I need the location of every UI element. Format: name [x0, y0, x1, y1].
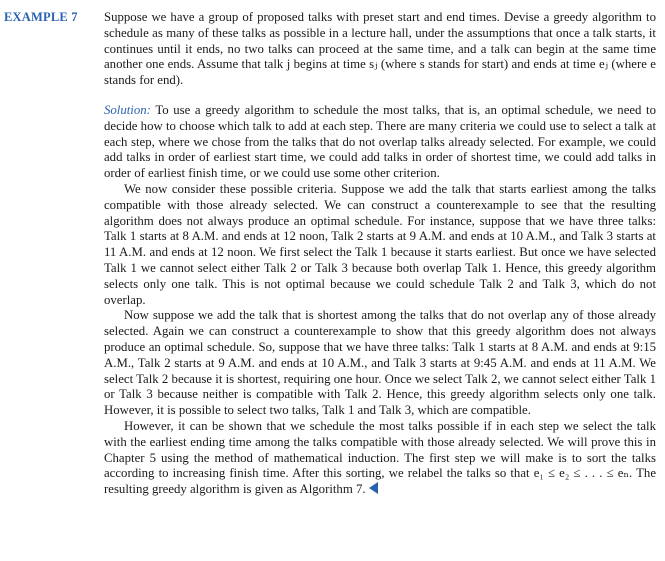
- solution-paragraph-3: Now suppose we add the talk that is shortest among the talks that do not overlap any of those already selected. Again we can construct a counterexample to show that this greedy algorithm does not always produce an optimal schedule. So, suppose that we have three talks: Talk 1 starts at 8 A.M. and ends at 9:15 A.M., Talk 2 starts at 9 A.M. and ends at 10 A.M., and Talk 3 starts at 9:45 A.M. and ends at 11 A.M. We select Talk 2 because it is shortest, requiring one hour. Once we select Talk 2, we cannot select either Talk 1 or Talk 3 because neither is compatible with Talk 2. Hence, this greedy algorithm selects only one talk. However, it is possible to select two talks, Talk 1 and Talk 3, which are compatible.: [104, 308, 656, 418]
- solution-text-4: However, it can be shown that we schedule the most talks possible if in each step we select the talk with the earliest ending time among the talks compatible with those already selected. We will prove this in Chapter 5 using the method of mathematical induction. The first step we will make is to sort the talks according to increasing finish time. After this sorting, we relabel the talks so that e₁ ≤ e₂ ≤ . . . ≤ eₙ. The resulting greedy algorithm is given as Algorithm 7.: [104, 418, 656, 497]
- solution-text-1: To use a greedy algorithm to schedule the most talks, that is, an optimal schedule, we need to decide how to choose which talk to add at each step. There are many criteria we could use to select a talk at each step, where we chose from the talks that do not overlap talks already selected. For example, we could add talks in order of earliest start time, we could add talks in order of shortest time, we could add talks in order of earliest finish time, or we could use some other criterion.: [104, 102, 657, 181]
- problem-statement: Suppose we have a group of proposed talks with preset start and end times. Devise a greedy algorithm to schedule as many of these talks as possible in a lecture hall, under the assumptions that once a talk starts, it continues until it ends, no two talks can proceed at the same time, and a talk can begin at the same time another one ends. Assume that talk j begins at time sⱼ (where s stands for start) and ends at time eⱼ (where e stands for end).: [104, 10, 656, 88]
- example-body: [104, 10, 656, 498]
- solution-paragraph-1: [104, 103, 656, 182]
- solution-paragraph-4: [104, 419, 656, 498]
- solution-paragraph-2: We now consider these possible criteria. Suppose we add the talk that starts earliest among the talks compatible with those already selected. We can construct a counterexample to see that the resulting algorithm does not always produce an optimal schedule. For instance, suppose that we have three talks: Talk 1 starts at 8 A.M. and ends at 12 noon, Talk 2 starts at 9 A.M. and ends at 10 A.M., and Talk 3 starts at 11 A.M. and ends at 12 noon. We first select the Talk 1 because it starts earliest. But once we have selected Talk 1 we cannot select either Talk 2 or Talk 3 because both overlap Talk 1. Hence, this greedy algorithm selects only one talk. This is not optimal because we could schedule Talk 2 and Talk 3, which do not overlap.: [104, 181, 656, 307]
- example-label: EXAMPLE 7: [4, 10, 78, 24]
- spacer: [104, 89, 656, 103]
- solution-label: Solution:: [104, 102, 151, 117]
- end-of-example-icon: [369, 482, 378, 494]
